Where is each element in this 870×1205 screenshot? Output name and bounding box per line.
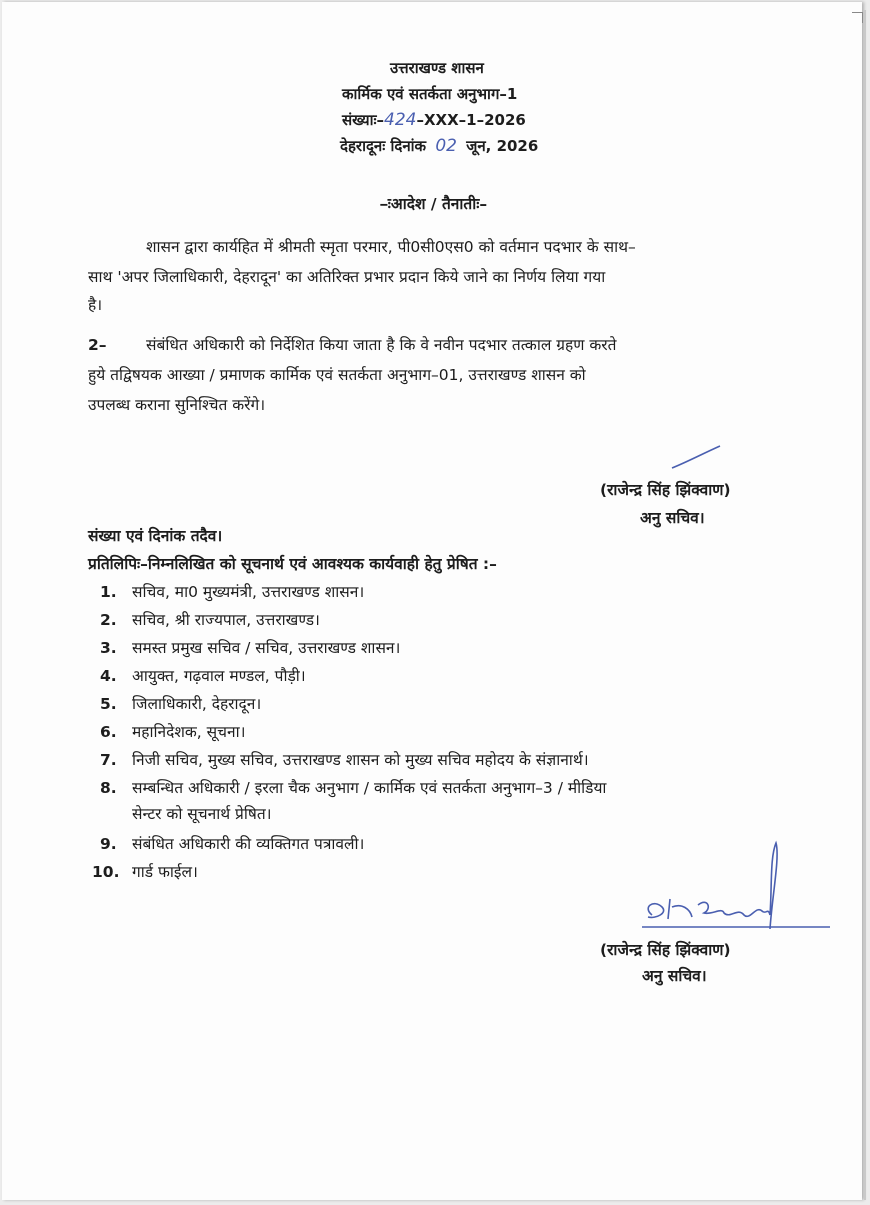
letter-number-prefix: संख्याः– [342,111,385,129]
department-name: कार्मिक एवं सतर्कता अनुभाग–1 [342,85,518,103]
list-item: 3. समस्त प्रमुख सचिव / सचिव, उत्तराखण्ड शासन। [100,639,401,657]
government-name: उत्तराखण्ड शासन [390,59,484,77]
list-item: 1. सचिव, मा0 मुख्यमंत्री, उत्तराखण्ड शासन। [100,583,365,601]
paragraph-1-line-1: शासन द्वारा कार्यहित में श्रीमती स्मृता परमार, पी0सी0एस0 को वर्तमान पदभार के साथ– [146,238,636,256]
letter-date-suffix: जून, 2026 [466,137,539,155]
letter-date-prefix: देहरादूनः दिनांक [340,137,427,155]
paragraph-2-number: 2– [88,336,107,354]
list-item: 9. संबंधित अधिकारी की व्यक्तिगत पत्रावली। [100,835,365,853]
paragraph-2-line-1: संबंधित अधिकारी को निर्देशित किया जाता है कि वे नवीन पदभार तत्काल ग्रहण करते [146,336,617,354]
paragraph-2-line-2: हुये तद्विषयक आख्या / प्रमाणक कार्मिक एवं सतर्कता अनुभाग–01, उत्तराखण्ड शासन को [88,366,586,384]
copy-intro: प्रतिलिपिः–निम्नलिखित को सूचनार्थ एवं आवश्यक कार्यवाही हेतु प्रेषित :– [88,555,497,573]
letter-number-suffix: –XXX–1–2026 [416,111,526,129]
page-corner-mark [852,12,863,23]
signatory-2-title: अनु सचिव। [642,967,707,985]
list-item: 2. सचिव, श्री राज्यपाल, उत्तराखण्ड। [100,611,320,629]
letter-date-handwritten: 02 [435,136,457,156]
reference-line: संख्या एवं दिनांक तदैव। [88,527,223,545]
paragraph-1-line-3: है। [88,296,103,314]
paragraph-1-line-2: साथ 'अपर जिलाधिकारी, देहरादून' का अतिरिक्त प्रभार प्रदान किये जाने का निर्णय लिया गया [88,268,606,286]
letter-date [340,136,538,156]
signature-stroke-1 [662,442,732,472]
list-item: 5. जिलाधिकारी, देहरादून। [100,695,262,713]
list-item: 8. सम्बन्धित अधिकारी / इरला चैक अनुभाग / कार्मिक एवं सतर्कता अनुभाग–3 / मीडिया [100,779,607,797]
list-item: 4. आयुक्त, गढ़वाल मण्डल, पौड़ी। [100,667,306,685]
list-item: 10. गार्ड फाईल। [92,863,198,881]
list-item-continuation: सेन्टर को सूचनार्थ प्रेषित। [132,805,272,823]
signature-2 [612,837,832,937]
order-title: –ःआदेश / तैनातीः– [380,195,488,213]
document-page [2,2,862,1200]
list-item: 7. निजी सचिव, मुख्य सचिव, उत्तराखण्ड शासन को मुख्य सचिव महोदय के संज्ञानार्थ। [100,751,589,769]
signatory-1-title: अनु सचिव। [640,509,705,527]
letter-number-handwritten: 424 [384,110,417,130]
letter-number [342,110,526,130]
signatory-1-name: (राजेन्द्र सिंह झिंक्वाण) [600,481,731,499]
signatory-2-name: (राजेन्द्र सिंह झिंक्वाण) [600,941,731,959]
paragraph-2-line-3: उपलब्ध कराना सुनिश्चित करेंगे। [88,396,266,414]
page-edge-shadow [864,10,866,1200]
list-item: 6. महानिदेशक, सूचना। [100,723,246,741]
